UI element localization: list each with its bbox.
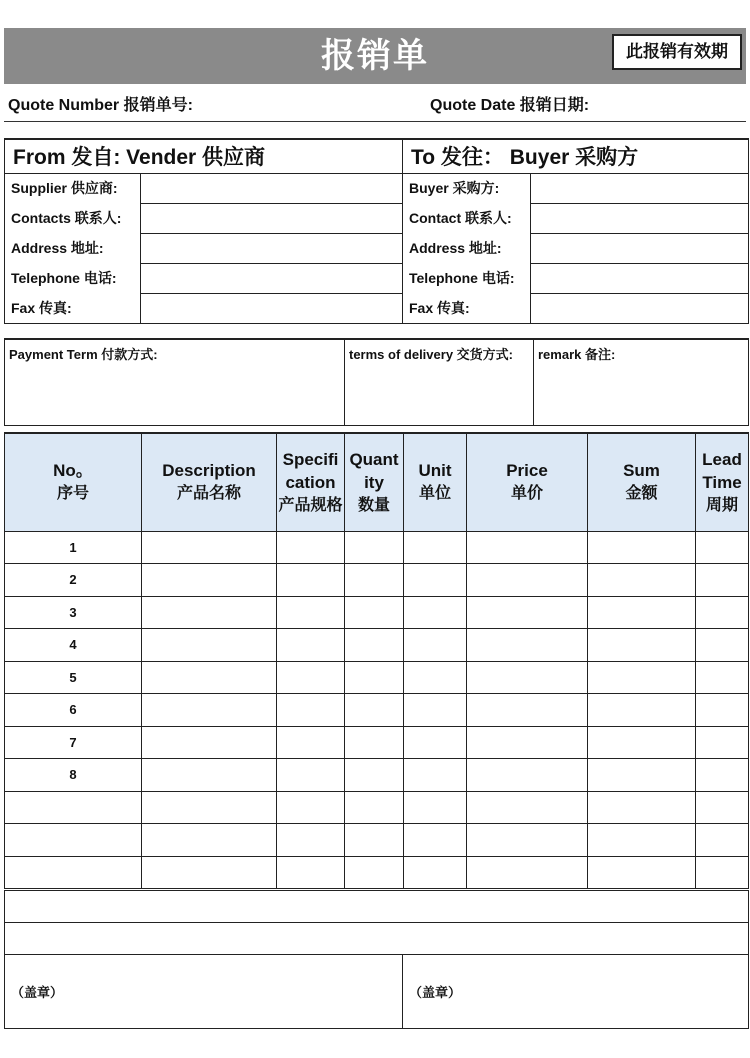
table-cell[interactable] xyxy=(696,661,749,694)
table-cell[interactable] xyxy=(696,791,749,824)
row-number-cell[interactable]: 7 xyxy=(5,726,142,759)
from-field-input[interactable] xyxy=(141,233,403,263)
column-header xyxy=(588,433,696,531)
table-cell[interactable] xyxy=(467,824,588,857)
table-cell[interactable] xyxy=(345,759,404,792)
party-table xyxy=(4,138,749,324)
to-field-input[interactable] xyxy=(531,293,749,323)
to-field-input[interactable] xyxy=(531,173,749,203)
row-number-cell[interactable]: 8 xyxy=(5,759,142,792)
column-header xyxy=(696,433,749,531)
column-header xyxy=(404,433,467,531)
table-cell[interactable] xyxy=(142,856,277,889)
column-header-en: Price xyxy=(506,461,548,481)
table-cell[interactable] xyxy=(696,531,749,564)
column-header-en: Quant ity xyxy=(349,449,399,492)
items-table xyxy=(4,432,749,889)
table-cell[interactable] xyxy=(588,726,696,759)
column-header xyxy=(277,433,345,531)
to-field-input[interactable] xyxy=(531,203,749,233)
to-heading: To 发往： Buyer 采购方 xyxy=(403,139,749,173)
payment-term-cell[interactable] xyxy=(5,339,345,425)
table-cell[interactable] xyxy=(404,824,467,857)
from-field-label: Telephone 电话: xyxy=(5,263,141,293)
table-cell[interactable] xyxy=(345,694,404,727)
table-row xyxy=(5,824,749,857)
column-header-cn: 产品规格 xyxy=(278,496,343,514)
remark-cell[interactable] xyxy=(534,339,749,425)
table-cell[interactable] xyxy=(277,856,345,889)
from-field-input[interactable] xyxy=(141,173,403,203)
table-cell[interactable] xyxy=(588,661,696,694)
seal-right[interactable] xyxy=(403,955,749,1029)
table-cell[interactable] xyxy=(404,596,467,629)
table-cell[interactable] xyxy=(345,531,404,564)
table-cell[interactable] xyxy=(696,564,749,597)
column-header-en: Specifi cation xyxy=(282,449,339,492)
validity-note: 此报销有效期 xyxy=(612,34,742,70)
payment-term-label: Payment Term 付款方式: xyxy=(9,347,158,362)
to-field-label: Contact 联系人: xyxy=(403,203,531,233)
table-cell[interactable] xyxy=(588,629,696,662)
table-row xyxy=(5,629,749,662)
column-header xyxy=(467,433,588,531)
delivery-term-label: terms of delivery 交货方式: xyxy=(349,347,513,362)
table-cell[interactable] xyxy=(588,759,696,792)
table-cell[interactable] xyxy=(404,531,467,564)
table-cell[interactable] xyxy=(142,661,277,694)
table-cell[interactable] xyxy=(142,791,277,824)
table-cell[interactable] xyxy=(467,856,588,889)
blank-row[interactable] xyxy=(5,891,749,923)
column-header xyxy=(345,433,404,531)
document-title: 报销单 xyxy=(321,37,429,75)
table-cell[interactable] xyxy=(142,629,277,662)
table-cell[interactable] xyxy=(404,726,467,759)
table-row xyxy=(5,661,749,694)
to-field-label: Telephone 电话: xyxy=(403,263,531,293)
from-field-label: Fax 传真: xyxy=(5,293,141,323)
table-cell[interactable] xyxy=(467,726,588,759)
to-field-label: Address 地址: xyxy=(403,233,531,263)
table-cell[interactable] xyxy=(404,629,467,662)
terms-table xyxy=(4,338,749,426)
row-number-cell[interactable]: 1 xyxy=(5,531,142,564)
table-cell[interactable] xyxy=(588,856,696,889)
table-cell[interactable] xyxy=(277,564,345,597)
table-cell[interactable] xyxy=(588,531,696,564)
table-cell[interactable] xyxy=(345,726,404,759)
row-number-cell[interactable]: 4 xyxy=(5,629,142,662)
column-header-cn: 单位 xyxy=(418,485,451,503)
table-cell[interactable] xyxy=(696,596,749,629)
table-cell[interactable] xyxy=(404,759,467,792)
table-row xyxy=(5,694,749,727)
remark-label: remark 备注: xyxy=(538,347,616,362)
table-cell[interactable] xyxy=(277,629,345,662)
title-bar xyxy=(4,28,746,84)
table-cell[interactable] xyxy=(404,856,467,889)
seal-left[interactable] xyxy=(5,955,403,1029)
table-row xyxy=(5,791,749,824)
table-cell[interactable] xyxy=(588,564,696,597)
table-row xyxy=(5,531,749,564)
table-cell[interactable] xyxy=(404,694,467,727)
table-row xyxy=(5,856,749,889)
column-header xyxy=(142,433,277,531)
signature-table xyxy=(4,890,749,1029)
column-header-cn: 金额 xyxy=(625,485,658,503)
column-header-en: Sum xyxy=(623,461,660,481)
table-cell[interactable] xyxy=(467,629,588,662)
quote-date-label: Quote Date 报销日期: xyxy=(430,97,590,114)
table-row xyxy=(5,596,749,629)
to-field-label: Buyer 采购方: xyxy=(403,173,531,203)
table-cell[interactable] xyxy=(345,791,404,824)
column-header-cn: 产品名称 xyxy=(176,485,241,503)
row-number-cell[interactable] xyxy=(5,824,142,857)
table-cell[interactable] xyxy=(345,824,404,857)
from-field-label: Address 地址: xyxy=(5,233,141,263)
table-cell[interactable] xyxy=(277,759,345,792)
column-header-cn: 周期 xyxy=(705,496,738,514)
to-field-label: Fax 传真: xyxy=(403,293,531,323)
table-cell[interactable] xyxy=(467,791,588,824)
table-cell[interactable] xyxy=(404,791,467,824)
table-cell[interactable] xyxy=(277,791,345,824)
table-cell[interactable] xyxy=(277,661,345,694)
from-field-label: Contacts 联系人: xyxy=(5,203,141,233)
table-cell[interactable] xyxy=(696,726,749,759)
table-cell[interactable] xyxy=(277,596,345,629)
table-cell[interactable] xyxy=(696,759,749,792)
seal-left-label: （盖章） xyxy=(11,985,64,1000)
table-cell[interactable] xyxy=(142,726,277,759)
table-cell[interactable] xyxy=(404,564,467,597)
column-header-en: Lead Time xyxy=(702,449,742,492)
table-cell[interactable] xyxy=(142,531,277,564)
from-field-label: Supplier 供应商: xyxy=(5,173,141,203)
quote-info-row xyxy=(4,92,746,122)
row-number-cell[interactable]: 5 xyxy=(5,661,142,694)
table-cell[interactable] xyxy=(345,661,404,694)
table-cell[interactable] xyxy=(467,564,588,597)
table-cell[interactable] xyxy=(277,726,345,759)
table-cell[interactable] xyxy=(467,531,588,564)
table-cell[interactable] xyxy=(345,596,404,629)
table-cell[interactable] xyxy=(277,531,345,564)
table-cell[interactable] xyxy=(467,694,588,727)
table-cell[interactable] xyxy=(277,694,345,727)
table-cell[interactable] xyxy=(696,694,749,727)
row-number-cell[interactable]: 2 xyxy=(5,564,142,597)
table-cell[interactable] xyxy=(345,856,404,889)
table-cell[interactable] xyxy=(467,596,588,629)
table-cell[interactable] xyxy=(588,694,696,727)
to-field-input[interactable] xyxy=(531,233,749,263)
column-header xyxy=(5,433,142,531)
to-field-input[interactable] xyxy=(531,263,749,293)
column-header-en: Description xyxy=(162,461,256,481)
table-row xyxy=(5,564,749,597)
table-row xyxy=(5,726,749,759)
table-cell[interactable] xyxy=(696,824,749,857)
table-cell[interactable] xyxy=(588,596,696,629)
table-cell[interactable] xyxy=(142,596,277,629)
blank-row[interactable] xyxy=(5,923,749,955)
table-cell[interactable] xyxy=(345,629,404,662)
from-heading: From 发自: Vender 供应商 xyxy=(5,139,403,173)
row-number-cell[interactable] xyxy=(5,791,142,824)
table-cell[interactable] xyxy=(696,629,749,662)
table-cell[interactable] xyxy=(467,661,588,694)
column-header-cn: 单价 xyxy=(510,485,543,503)
column-header-en: Unit xyxy=(418,461,452,481)
table-cell[interactable] xyxy=(277,824,345,857)
column-header-cn: 数量 xyxy=(357,496,390,514)
quote-number-label: Quote Number 报销单号: xyxy=(8,97,193,114)
table-cell[interactable] xyxy=(345,564,404,597)
seal-right-label: （盖章） xyxy=(409,985,462,1000)
column-header-en: No。 xyxy=(53,461,93,481)
from-field-input[interactable] xyxy=(141,263,403,293)
table-cell[interactable] xyxy=(404,661,467,694)
table-cell[interactable] xyxy=(467,759,588,792)
column-header-cn: 序号 xyxy=(56,485,89,503)
table-cell[interactable] xyxy=(588,824,696,857)
table-cell[interactable] xyxy=(696,856,749,889)
row-number-cell[interactable]: 3 xyxy=(5,596,142,629)
from-field-input[interactable] xyxy=(141,293,403,323)
table-cell[interactable] xyxy=(142,824,277,857)
row-number-cell[interactable] xyxy=(5,856,142,889)
delivery-term-cell[interactable] xyxy=(345,339,534,425)
table-row xyxy=(5,759,749,792)
table-cell[interactable] xyxy=(142,694,277,727)
table-cell[interactable] xyxy=(142,564,277,597)
row-number-cell[interactable]: 6 xyxy=(5,694,142,727)
table-cell[interactable] xyxy=(142,759,277,792)
table-cell[interactable] xyxy=(588,791,696,824)
from-field-input[interactable] xyxy=(141,203,403,233)
